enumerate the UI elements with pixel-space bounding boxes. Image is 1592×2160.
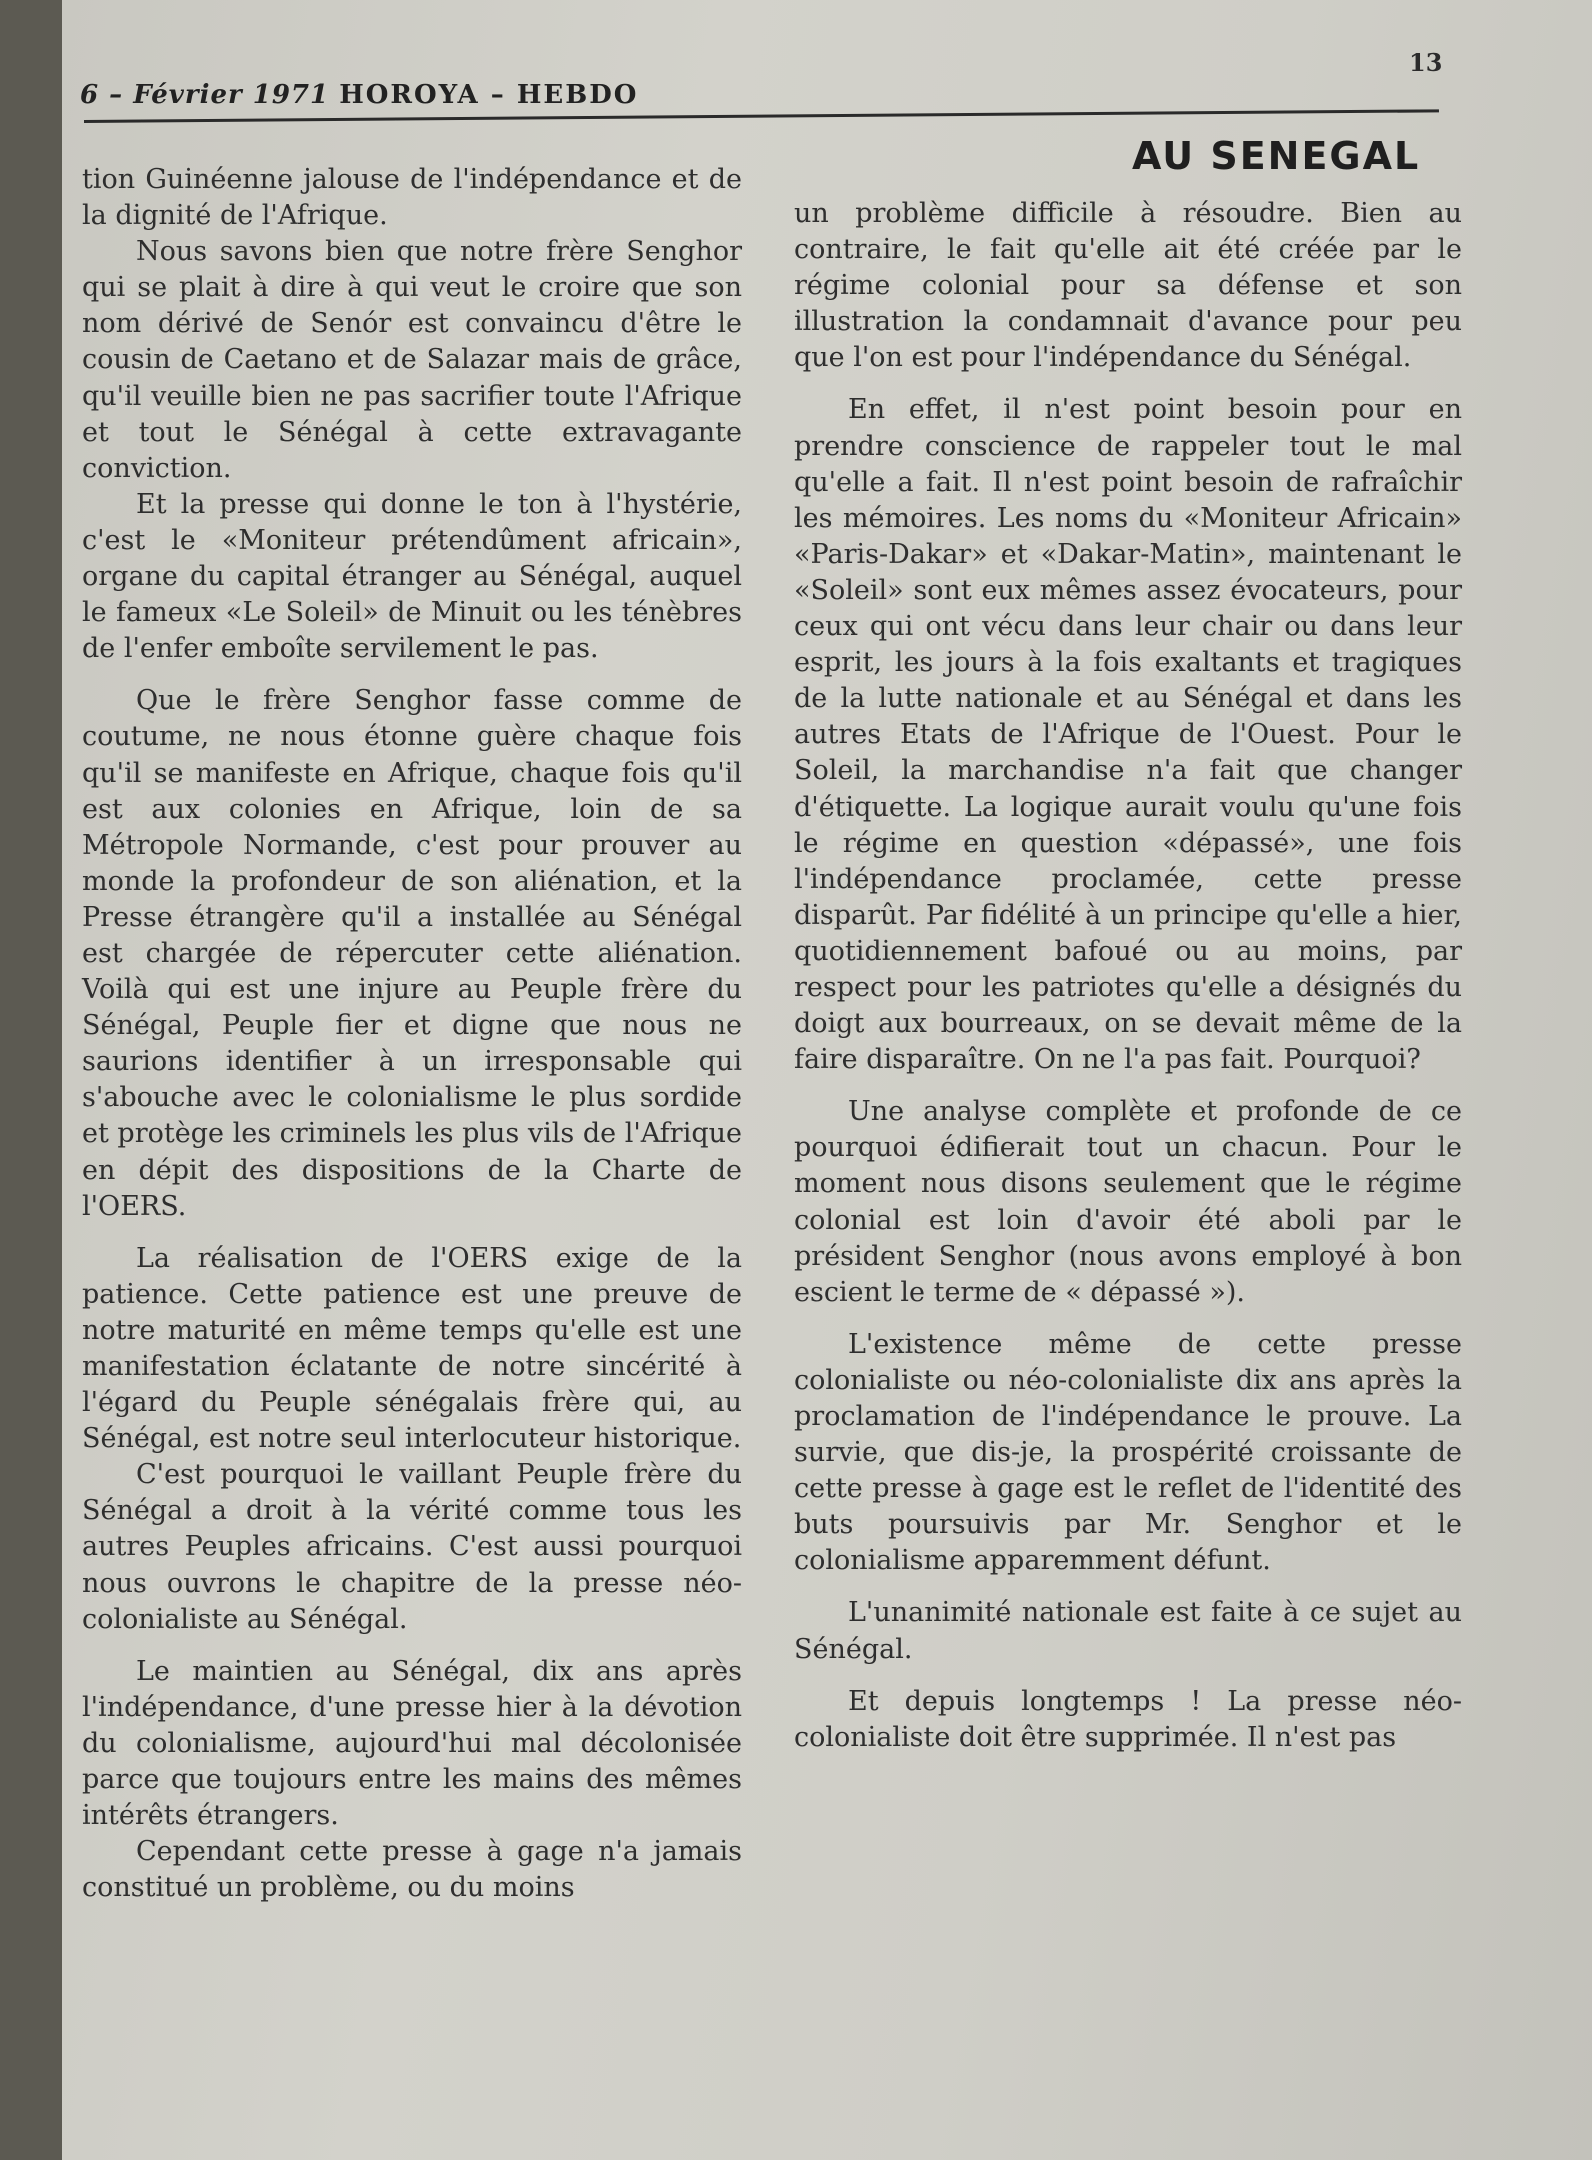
paragraph: Et depuis longtemps ! La presse néo-colonialiste doit être supprimée. Il n'est pas — [794, 1685, 1462, 1753]
section-title: AU SENEGAL — [1132, 134, 1421, 178]
paragraph: L'unanimité nationale est faite à ce sujet au Sénégal. — [794, 1597, 1462, 1665]
paragraph: Que le frère Senghor fasse comme de coutume, ne nous étonne guère chaque fois qu'il se manifeste en Afrique, chaque fois qu'il est aux colonies en Afrique, loin de sa Métropole Normande, c'est pour prouver au monde la profondeur de son aliénation, et la Presse étrangère qu'il a installée au Sénégal est chargée de répercuter cette aliénation. Voilà qui est une injure au Peuple frère du Sénégal, Peuple fier et digne que nous ne saurions identifier à un irresponsable qui s'abouche avec le colonialisme le plus sordide et protège les criminels les plus vils de l'Afrique en dépit des dispositions de la Charte de l'OERS. — [82, 685, 742, 1222]
left-column — [82, 162, 742, 1906]
newspaper-page — [62, 0, 1592, 2160]
newspaper-name: HOROYA – HEBDO — [339, 80, 639, 110]
masthead — [80, 80, 638, 110]
paragraph: Et la presse qui donne le ton à l'hystérie, c'est le «Moniteur prétendûment africain», organe du capital étranger au Sénégal, auquel le fameux «Le Soleil» de Minuit ou les ténèbres de l'enfer emboîte servilement le pas. — [82, 488, 742, 665]
issue-date: 6 – Février 1971 — [80, 80, 330, 110]
right-column — [794, 196, 1462, 1756]
paragraph: L'existence même de cette presse colonialiste ou néo-colonialiste dix ans après la proclamation de l'indépendance le prouve. La survie, que dis-je, la prospérité croissante de cette presse à gage est le reflet de l'identité des buts poursuivis par Mr. Senghor et le colonialisme apparemment défunt. — [794, 1328, 1462, 1577]
paragraph: C'est pourquoi le vaillant Peuple frère du Sénégal a droit à la vérité comme tous les autres Peuples africains. C'est aussi pourquoi nous ouvrons le chapitre de la presse néo-colonialiste au Sénégal. — [82, 1459, 742, 1635]
page-number: 13 — [1409, 48, 1443, 77]
paragraph: Nous savons bien que notre frère Senghor qui se plait à dire à qui veut le croire que son nom dérivé de Senór est convaincu d'être le cousin de Caetano et de Salazar mais de grâce, qu'il veuille bien ne pas sacrifier toute l'Afrique et tout le Sénégal à cette extravagante conviction. — [82, 236, 742, 484]
header-rule — [84, 109, 1439, 123]
paragraph: Le maintien au Sénégal, dix ans après l'indépendance, d'une presse hier à la dévotion du colonialisme, aujourd'hui mal décolonisée parce que toujours entre les mains des mêmes intérêts étrangers. — [82, 1655, 742, 1832]
paragraph: un problème difficile à résoudre. Bien au contraire, le fait qu'elle ait été créée par le régime colonial pour sa défense et son illustration la condamnait d'avance pour peu que l'on est pour l'indépendance du Sénégal. — [794, 198, 1462, 374]
paragraph: tion Guinéenne jalouse de l'indépendance et de la dignité de l'Afrique. — [82, 164, 742, 232]
paragraph: Une analyse complète et profonde de ce pourquoi édifierait tout un chacun. Pour le moment nous disons seulement que le régime colonial est loin d'avoir été aboli par le président Senghor (nous avons employé à bon escient le terme de « dépassé »). — [794, 1096, 1462, 1308]
paragraph: En effet, il n'est point besoin pour en prendre conscience de rappeler tout le mal qu'elle a fait. Il n'est point besoin de rafraîchir les mémoires. Les noms du «Moniteur Africain» «Paris-Dakar» et «Dakar-Matin», maintenant le «Soleil» sont eux mêmes assez évocateurs, pour ceux qui ont vécu dans leur chair ou dans leur esprit, les jours à la fois exaltants et tragiques de la lutte nationale et au Sénégal et dans les autres Etats de l'Afrique de l'Ouest. Pour le Soleil, la marchandise n'a fait que changer d'étiquette. La logique aurait voulu qu'une fois le régime en question «dépassé», une fois l'indépendance proclamée, cette presse disparût. Par fidélité à un principe qu'elle a hier, quotidiennement bafoué ou au moins, par respect pour les patriotes qu'elle a désignés du doigt aux bourreaux, on se devait même de la faire disparaître. On ne l'a pas fait. Pourquoi? — [794, 394, 1462, 1076]
paragraph: La réalisation de l'OERS exige de la patience. Cette patience est une preuve de notre maturité en même temps qu'elle est une manifestation éclatante de notre sincérité à l'égard du Peuple sénégalais frère qui, au Sénégal, est notre seul interlocuteur historique. — [82, 1242, 742, 1455]
paragraph: Cependant cette presse à gage n'a jamais constitué un problème, ou du moins — [82, 1836, 742, 1904]
